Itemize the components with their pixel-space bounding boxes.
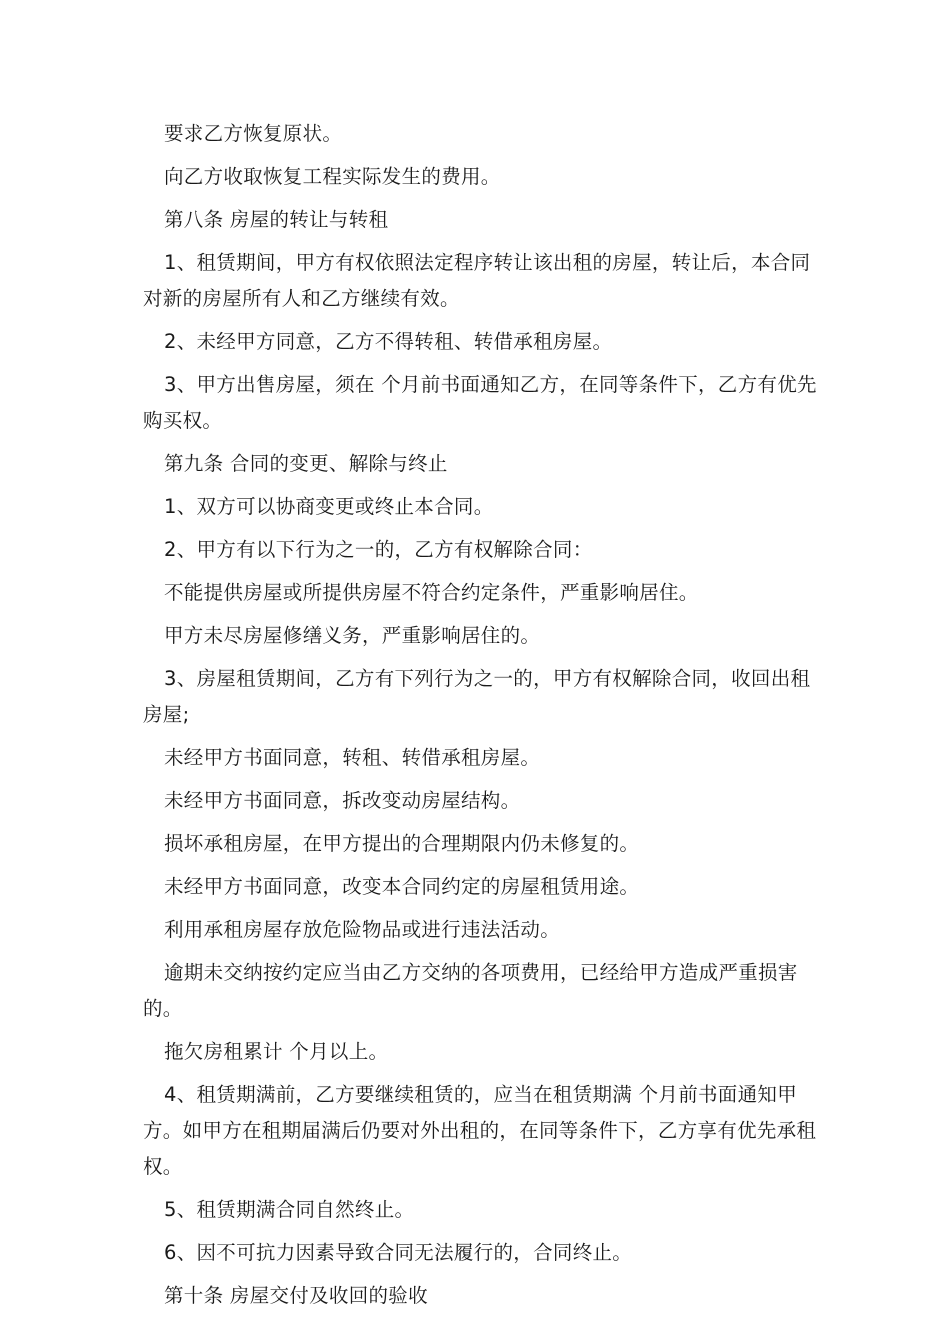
paragraph-line: 通知甲方。如甲方在租期届满后仍要对外出租的，在同等条件下， <box>143 1083 798 1142</box>
paragraph-line: 第八条 房屋的转让与转租 <box>164 208 389 231</box>
paragraph-line: 损坏承租房屋，在甲方提出的合理期限内仍未修复的。 <box>164 832 640 855</box>
paragraph-line: 4、租赁期满前，乙方要继续租赁的，应当在租赁期满 个月前书面 <box>164 1083 738 1106</box>
paragraph-line: 要求乙方恢复原状。 <box>164 122 343 145</box>
paragraph-9-3-f <box>143 955 823 1027</box>
paragraph-9-4 <box>143 1077 823 1185</box>
paragraph-line: 收回出租房屋; <box>143 667 811 726</box>
paragraph-line: 2、甲方有以下行为之一的，乙方有权解除合同： <box>164 538 593 561</box>
paragraph-9-6 <box>143 1235 823 1271</box>
paragraph-9-3-g <box>143 1034 823 1070</box>
section-heading-9 <box>143 446 823 482</box>
paragraph-9-2-a <box>143 575 823 611</box>
paragraph-9-5 <box>143 1192 823 1228</box>
paragraph-9-3-a <box>143 740 823 776</box>
paragraph-line: 1、双方可以协商变更或终止本合同。 <box>164 495 494 518</box>
paragraph-9-3-e <box>143 912 823 948</box>
paragraph-8-1 <box>143 245 823 317</box>
paragraph-1 <box>143 116 823 152</box>
paragraph-line: 严重损害的。 <box>143 961 798 1020</box>
paragraph-line: 2、未经甲方同意，乙方不得转租、转借承租房屋。 <box>164 330 613 353</box>
paragraph-line: 未经甲方书面同意，改变本合同约定的房屋租赁用途。 <box>164 875 640 898</box>
paragraph-2 <box>143 159 823 195</box>
paragraph-line: 6、因不可抗力因素导致合同无法履行的，合同终止。 <box>164 1241 633 1264</box>
paragraph-line: 未经甲方书面同意，拆改变动房屋结构。 <box>164 789 521 812</box>
paragraph-line: 不能提供房屋或所提供房屋不符合约定条件，严重影响居住。 <box>164 581 699 604</box>
paragraph-9-2 <box>143 532 823 568</box>
paragraph-9-2-b <box>143 618 823 654</box>
paragraph-line: 第九条 合同的变更、解除与终止 <box>164 452 448 475</box>
paragraph-9-3-b <box>143 783 823 819</box>
paragraph-line: 本合同对新的房屋所有人和乙方继续有效。 <box>143 251 811 310</box>
section-heading-8 <box>143 202 823 238</box>
paragraph-9-3 <box>143 661 823 733</box>
paragraph-line: 利用承租房屋存放危险物品或进行违法活动。 <box>164 918 561 941</box>
paragraph-line: 第十条 房屋交付及收回的验收 <box>164 1284 428 1307</box>
paragraph-8-2 <box>143 324 823 360</box>
paragraph-line: 3、房屋租赁期间，乙方有下列行为之一的，甲方有权解除合同， <box>164 667 732 690</box>
document-body <box>143 116 823 1321</box>
paragraph-8-3 <box>143 367 823 439</box>
paragraph-line: 向乙方收取恢复工程实际发生的费用。 <box>164 165 501 188</box>
paragraph-9-3-c <box>143 826 823 862</box>
paragraph-9-3-d <box>143 869 823 905</box>
paragraph-9-1 <box>143 489 823 525</box>
paragraph-line: 3、甲方出售房屋，须在 个月前书面通知乙方，在同等条件下，乙 <box>164 373 738 396</box>
paragraph-line: 5、租赁期满合同自然终止。 <box>164 1198 415 1221</box>
paragraph-line: 拖欠房租累计 个月以上。 <box>164 1040 389 1063</box>
paragraph-line: 乙方享有优先承租权。 <box>143 1119 817 1178</box>
section-heading-10 <box>143 1278 823 1314</box>
paragraph-line: 甲方未尽房屋修缮义务，严重影响居住的。 <box>164 624 541 647</box>
paragraph-line: 未经甲方书面同意，转租、转借承租房屋。 <box>164 746 541 769</box>
paragraph-line: 1、租赁期间，甲方有权依照法定程序转让该出租的房屋，转让后， <box>164 251 751 274</box>
paragraph-line: 方有优先购买权。 <box>143 373 817 432</box>
paragraph-line: 逾期未交纳按约定应当由乙方交纳的各项费用，已经给甲方造成 <box>164 961 719 984</box>
